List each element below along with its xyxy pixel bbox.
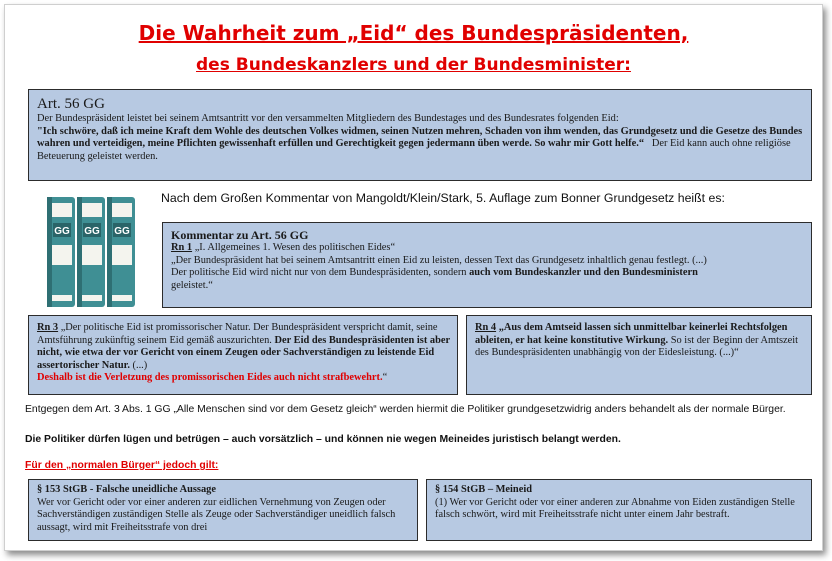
kommentar-text2b: auch vom Bundeskanzler und den Bundesministern [469,267,698,279]
kommentar-text2 [171,267,803,280]
rn3-text-c: (...) [132,359,148,371]
kommentar-box [162,222,812,308]
book-1-label: GG [54,226,70,237]
art56-heading: Art. 56 GG [37,96,105,112]
book-volumes-image [43,193,143,313]
kommentar-text2a: Der politische Eid wird nicht nur von dem Bundespräsidenten, sondern [171,267,467,279]
main-title: Die Wahrheit zum „Eid“ des Bundespräsidenten, [138,21,689,45]
rn3-text-red: Deshalb ist die Verletzung des promissorischen Eides auch nicht strafbewehrt. [37,372,383,384]
rn3-text-a: „Der politische Eid ist promissorischer Natur. Der Bundespräsident verspricht damit, seine Amtsführung zukünftig seinem Eid gemäß auszurichten. [37,322,438,346]
art3-paragraph: Entgegen dem Art. 3 Abs. 1 GG „Alle Menschen sind vor dem Gesetz gleich“ werden hiermit die Politiker grundgesetzwidrig anders behandelt als der normale Bürger. [25,404,786,415]
s154-text: (1) Wer vor Gericht oder vor einer anderen zur Abnahme von Eiden zuständigen Stelle falsch schwört, wird mit Freiheitsstrafe nicht unter einem Jahr bestraft. [435,496,795,521]
subtitle: des Bundeskanzlers und der Bundesminister: [196,55,631,75]
art56-box [28,89,812,181]
book-3 [107,197,135,307]
politiker-statement: Die Politiker dürfen lügen und betrügen – auch vorsätzlich – und können nie wegen Meineides juristisch belangt werden. [25,434,621,445]
rn4-text: So ist der Beginn der Amtszeit des Bundespräsidenten unabhängig von der Eidesleistung. (...)“ [475,334,799,359]
rn3-text-end: “ [382,372,388,384]
s153-text: Wer vor Gericht oder vor einer anderen zur eidlichen Vernehmung von Zeugen oder Sachverständigen zuständigen Stelle als Zeuge oder Sachverständiger uneidlich falsch aussagt, wird mit Freiheitsstrafe von drei [37,496,396,533]
book-2 [77,197,105,307]
art56-intro: Der Bundespräsident leistet bei seinem Amtsantritt vor den versammelten Mitgliedern des Bundestages und des Bundesrates folgenden Eid: [37,113,619,124]
book-3-label: GG [114,226,130,237]
rn4-box [466,315,812,395]
rn3-paragraph [37,322,451,385]
art56-tail: Der Eid kann auch ohne religiöse Beteuerung geleistet werden. [37,138,791,162]
s153-box [28,479,418,541]
s154-box [426,479,812,541]
document-page [4,4,823,551]
kommentar-intro: Nach dem Großen Kommentar von Mangoldt/Klein/Stark, 5. Auflage zum Bonner Grundgesetz heißt es: [161,191,725,205]
rn1-label: Rn 1 [171,242,193,253]
rn3-text-b: Der Eid des Bundespräsidenten ist aber nicht, wie etwa der vor Gericht von einem Zeugen oder Sachverständigen zu leistende Eid assertorischer Natur. [37,334,450,371]
rn3-box [28,315,458,395]
art56-oath: "Ich schwöre, daß ich meine Kraft dem Wohle des deutschen Volkes widmen, seinen Nutzen mehren, Schaden von ihm wenden, das Grundgesetz und die Gesetze des Bundes wahren und verteidigen, meine Pflichten gewissenhaft erfüllen und Gerechtigkeit gegen jedermann üben werde. So wahr mir Gott helfe.“ [37,125,803,150]
s154-heading: § 154 StGB – Meineid [435,484,532,495]
rn4-text-bold: „Aus dem Amtseid lassen sich unmittelbar keinerlei Rechtsfolgen ableiten, er hat keine konstitutive Wirkung. [475,322,788,346]
normal-buerger-heading: Für den „normalen Bürger“ jedoch gilt: [25,460,219,471]
kommentar-text3: geleistet.“ [171,279,213,291]
rn4-label: Rn 4 [475,322,497,333]
book-1 [47,197,75,307]
kommentar-heading: Kommentar zu Art. 56 GG [171,228,309,242]
art56-oath-paragraph [37,126,805,164]
kommentar-text1: „Der Bundespräsident hat bei seinem Amtsantritt einen Eid zu leisten, dessen Text das Grundgesetz inhaltlich genau festlegt. (...) [171,254,707,266]
rn4-paragraph [475,322,805,360]
kommentar-rn1 [171,242,803,255]
rn1-title: „I. Allgemeines 1. Wesen des politischen Eides“ [194,242,396,253]
s153-heading: § 153 StGB - Falsche uneidliche Aussage [37,484,216,495]
book-2-label: GG [84,226,100,237]
rn3-label: Rn 3 [37,322,59,333]
